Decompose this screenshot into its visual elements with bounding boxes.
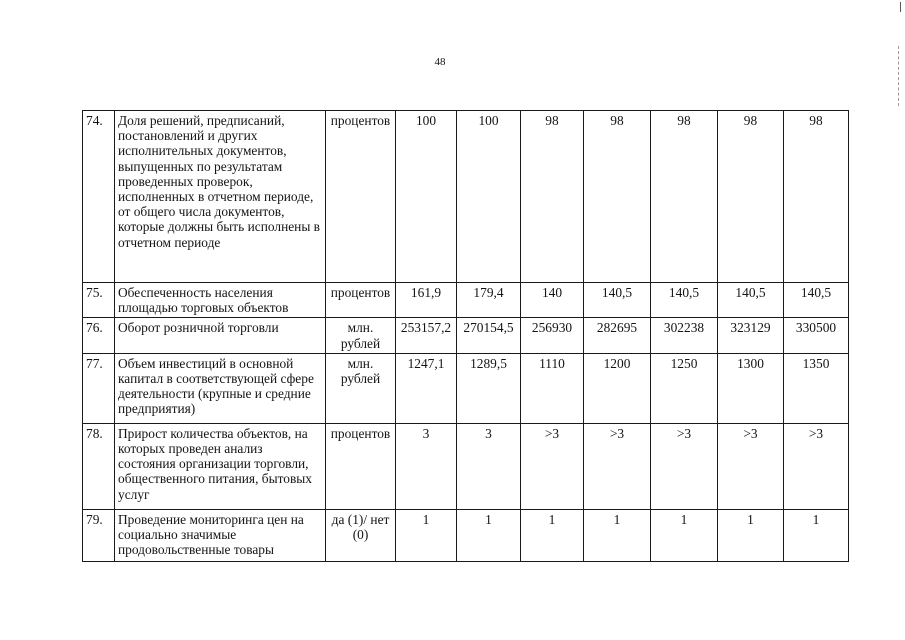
row-number: 74. [83,111,115,283]
table-row [83,353,849,423]
value-cell: 1247,1 [396,353,457,423]
value-cell: 3 [457,423,521,509]
row-number: 76. [83,318,115,353]
indicator-name: Оборот розничной торговли [115,318,326,353]
value-cell: 140,5 [584,283,651,318]
value-cell: 1 [457,509,521,561]
unit-cell: млн. рублей [326,318,396,353]
value-cell: 98 [584,111,651,283]
row-number: 75. [83,283,115,318]
row-number: 78. [83,423,115,509]
page-number: 48 [434,56,446,68]
value-cell: 253157,2 [396,318,457,353]
value-cell: 1 [718,509,784,561]
value-cell: 98 [718,111,784,283]
value-cell: 179,4 [457,283,521,318]
value-cell: 282695 [584,318,651,353]
value-cell: 100 [457,111,521,283]
value-cell: 1289,5 [457,353,521,423]
value-cell: 3 [396,423,457,509]
row-number: 79. [83,509,115,561]
value-cell: 140,5 [718,283,784,318]
table-row [83,283,849,318]
value-cell: 98 [521,111,584,283]
table-row [83,509,849,561]
value-cell: 1 [584,509,651,561]
unit-cell: процентов [326,423,396,509]
value-cell: >3 [718,423,784,509]
value-cell: 323129 [718,318,784,353]
value-cell: 1350 [784,353,849,423]
value-cell: 1 [521,509,584,561]
value-cell: >3 [651,423,718,509]
unit-cell: млн. рублей [326,353,396,423]
table-row [83,318,849,353]
value-cell: 1110 [521,353,584,423]
value-cell: 1200 [584,353,651,423]
value-cell: 98 [784,111,849,283]
value-cell: 1 [651,509,718,561]
value-cell: 270154,5 [457,318,521,353]
value-cell: 302238 [651,318,718,353]
value-cell: 140 [521,283,584,318]
value-cell: 161,9 [396,283,457,318]
indicator-name: Проведение мониторинга цен на социально значимые продовольственные товары [115,509,326,561]
scan-artifact-line [897,46,899,106]
indicator-name: Прирост количества объектов, на которых проведен анализ состояния организации торговли, общественного питания, бытовых услуг [115,423,326,509]
indicator-name: Доля решений, предписаний, постановлений и других исполнительных документов, выпущенных по результатам проведенных проверок, исполненных в отчетном периоде, от общего числа документов, которые должны быть исполнены в отчетном периоде [115,111,326,283]
unit-cell: процентов [326,111,396,283]
value-cell: 140,5 [651,283,718,318]
value-cell: 1250 [651,353,718,423]
scan-edge-mark [900,2,901,12]
value-cell: 256930 [521,318,584,353]
indicator-name: Объем инвестиций в основной капитал в соответствующей сфере деятельности (крупные и средние предприятия) [115,353,326,423]
value-cell: 1 [396,509,457,561]
value-cell: 140,5 [784,283,849,318]
unit-cell: процентов [326,283,396,318]
table-row [83,423,849,509]
value-cell: 1300 [718,353,784,423]
row-number: 77. [83,353,115,423]
value-cell: 98 [651,111,718,283]
table-row [83,111,849,283]
indicators-table [82,110,849,562]
value-cell: 1 [784,509,849,561]
value-cell: >3 [521,423,584,509]
unit-cell: да (1)/ нет (0) [326,509,396,561]
value-cell: 100 [396,111,457,283]
value-cell: >3 [784,423,849,509]
value-cell: 330500 [784,318,849,353]
indicator-name: Обеспеченность населения площадью торговых объектов [115,283,326,318]
value-cell: >3 [584,423,651,509]
